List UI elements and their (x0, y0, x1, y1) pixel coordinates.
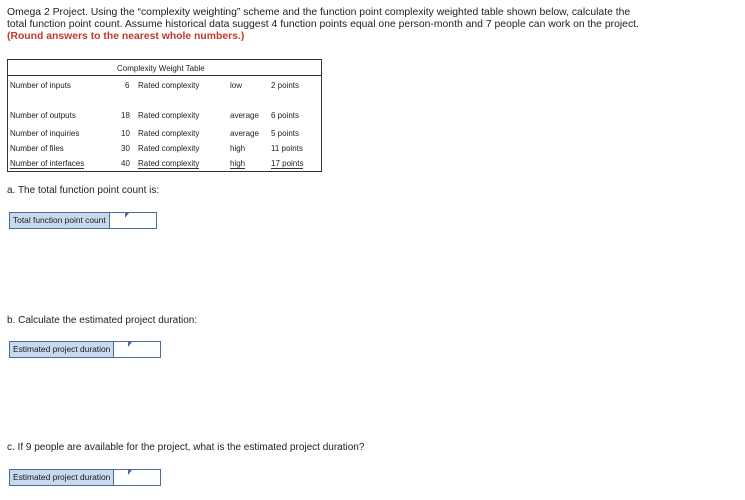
estimated-project-duration-9-people-input[interactable] (114, 470, 160, 485)
row-rated-outputs: Rated complexity (138, 111, 200, 120)
answer-row-estimated-duration-c (9, 469, 161, 486)
row-name-inquiries: Number of inquiries (10, 129, 80, 138)
row-level-outputs: average (230, 111, 259, 120)
answer-row-total-function-points (9, 212, 157, 229)
row-points-inputs: 2 points (271, 81, 300, 90)
row-level-files: high (230, 144, 246, 153)
field-marker-icon (125, 213, 129, 218)
row-level-interfaces: high (230, 159, 246, 168)
row-level-inputs: low (230, 81, 243, 90)
row-points-interfaces: 17 points (271, 159, 304, 168)
row-rated-interfaces: Rated complexity (138, 159, 200, 168)
complexity-weight-table (7, 59, 322, 172)
table-border-left (7, 59, 8, 172)
question-b-prompt: b. Calculate the estimated project duration: (7, 315, 198, 326)
row-count-inputs: 6 (125, 81, 130, 90)
table-title: Complexity Weight Table (117, 64, 205, 73)
row-points-files: 11 points (271, 144, 303, 153)
field-label-estimated-project-duration: Estimated project duration (10, 470, 114, 485)
row-name-outputs: Number of outputs (10, 111, 76, 120)
row-count-outputs: 18 (121, 111, 130, 120)
question-a-prompt: a. The total function point count is: (7, 185, 160, 196)
table-border-right (321, 59, 322, 172)
answer-row-estimated-duration-b (9, 341, 161, 358)
row-count-interfaces: 40 (121, 159, 130, 168)
row-points-inquiries: 5 points (271, 129, 300, 138)
total-function-point-count-input[interactable] (110, 213, 156, 228)
rounding-instruction: (Round answers to the nearest whole numbers.) (7, 31, 245, 42)
question-c-prompt: c. If 9 people are available for the project, what is the estimated project duration? (7, 442, 365, 453)
table-border-mid (7, 75, 322, 76)
row-count-files: 30 (121, 144, 130, 153)
row-name-interfaces: Number of interfaces (10, 159, 85, 168)
table-border-bottom (7, 171, 322, 172)
row-name-inputs: Number of inputs (10, 81, 71, 90)
problem-statement (7, 7, 647, 43)
row-level-inquiries: average (230, 129, 259, 138)
field-marker-icon (128, 470, 132, 475)
row-points-outputs: 6 points (271, 111, 300, 120)
table-border-top (7, 59, 322, 60)
row-rated-inquiries: Rated complexity (138, 129, 200, 138)
row-name-files: Number of files (10, 144, 64, 153)
row-rated-files: Rated complexity (138, 144, 200, 153)
field-marker-icon (128, 342, 132, 347)
estimated-project-duration-input[interactable] (114, 342, 160, 357)
row-count-inquiries: 10 (121, 129, 130, 138)
problem-text: Omega 2 Project. Using the “complexity weighting” scheme and the function point complexity weighted table shown below, calculate the total function point count. Assume historical data suggest 4 function points equal one person-month and 7 people can work on the project. (7, 7, 639, 30)
field-label-total-function-point-count: Total function point count (10, 213, 110, 228)
field-label-estimated-project-duration: Estimated project duration (10, 342, 114, 357)
row-rated-inputs: Rated complexity (138, 81, 200, 90)
